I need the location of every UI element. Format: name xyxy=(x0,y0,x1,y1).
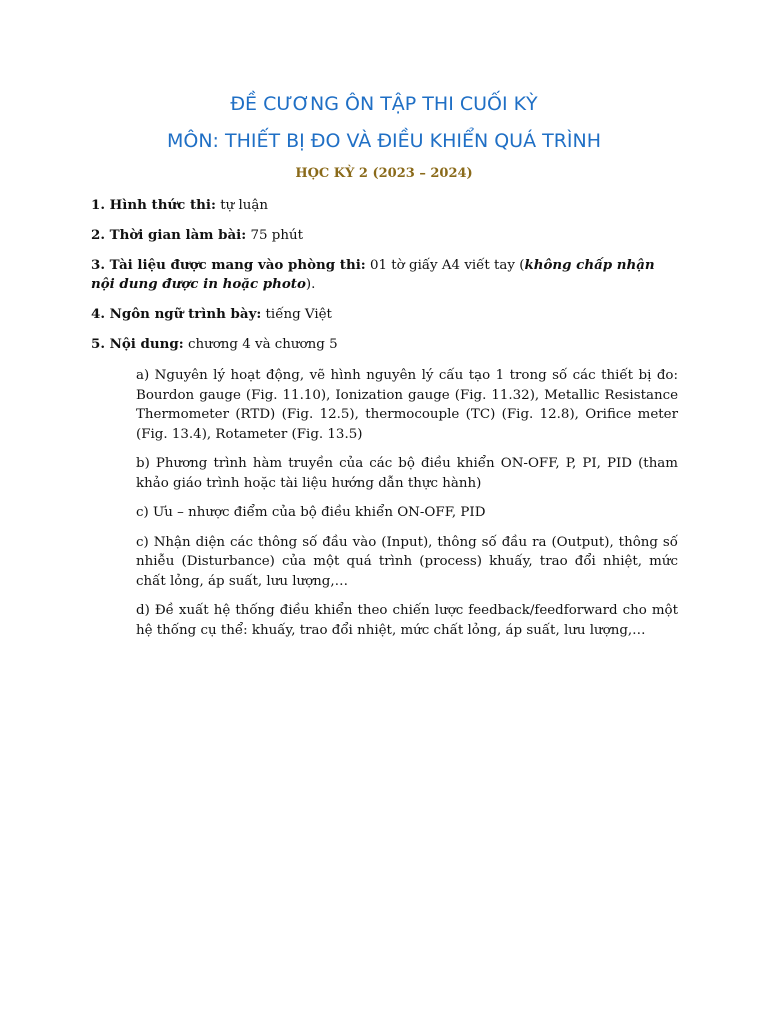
topic-item: b) Phương trình hàm truyền của các bộ điều khiển ON-OFF, P, PI, PID (tham khảo giáo trình hoặc tài liệu hướng dẫn thực hành) xyxy=(136,456,678,491)
exam-info-list xyxy=(91,196,678,365)
content-value: chương 4 và chương 5 xyxy=(183,337,338,352)
allowed-materials-item xyxy=(91,256,678,294)
exam-duration-label: 2. Thời gian làm bài: xyxy=(91,227,247,243)
content-item xyxy=(91,335,678,354)
exam-duration-item xyxy=(91,226,678,245)
content-topics-list xyxy=(136,366,678,650)
language-item xyxy=(91,305,678,324)
exam-duration-value: 75 phút xyxy=(246,228,303,243)
exam-format-label: 1. Hình thức thi: xyxy=(91,197,216,213)
exam-format-value: tự luận xyxy=(215,198,268,213)
allowed-materials-suffix: ). xyxy=(305,277,316,292)
topic-item: c) Nhận diện các thông số đầu vào (Input), thông số đầu ra (Output), thông số nhiễu (Disturbance) của một quá trình (process) khuấy, trao đổi nhiệt, mức chất lỏng, áp suất, lưu lượng,… xyxy=(136,534,678,589)
topic-item: d) Đề xuất hệ thống điều khiển theo chiến lược feedback/feedforward cho một hệ thống cụ thể: khuấy, trao đổi nhiệt, mức chất lỏng, áp suất, lưu lượng,… xyxy=(136,603,678,638)
allowed-materials-label: 3. Tài liệu được mang vào phòng thi: xyxy=(91,257,366,273)
exam-format-item xyxy=(91,196,678,215)
allowed-materials-value: 01 tờ giấy A4 viết tay ( xyxy=(365,258,525,273)
topic-item: a) Nguyên lý hoạt động, vẽ hình nguyên lý cấu tạo 1 trong số các thiết bị đo: Bourdon gauge (Fig. 11.10), Ionization gauge (Fig. 11.32), Metallic Resistance Thermometer (RTD) (Fig. 12.5), thermocouple (TC) (Fig. 12.8), Orifice meter (Fig. 13.4), Rotameter (Fig. 13.5) xyxy=(136,368,678,442)
allowed-materials-emphasis: không chấp nhận nội dung được in hoặc photo xyxy=(91,257,655,292)
subject-title: MÔN: THIẾT BỊ ĐO VÀ ĐIỀU KHIỂN QUÁ TRÌNH xyxy=(166,130,602,152)
topic-item: c) Ưu – nhược điểm của bộ điều khiển ON-OFF, PID xyxy=(136,505,486,520)
language-value: tiếng Việt xyxy=(261,307,332,322)
document-title: ĐỀ CƯƠNG ÔN TẬP THI CUỐI KỲ xyxy=(230,93,538,115)
content-label: 5. Nội dung: xyxy=(91,336,184,352)
semester-label: HỌC KỲ 2 (2023 – 2024) xyxy=(295,166,473,181)
language-label: 4. Ngôn ngữ trình bày: xyxy=(91,306,262,322)
